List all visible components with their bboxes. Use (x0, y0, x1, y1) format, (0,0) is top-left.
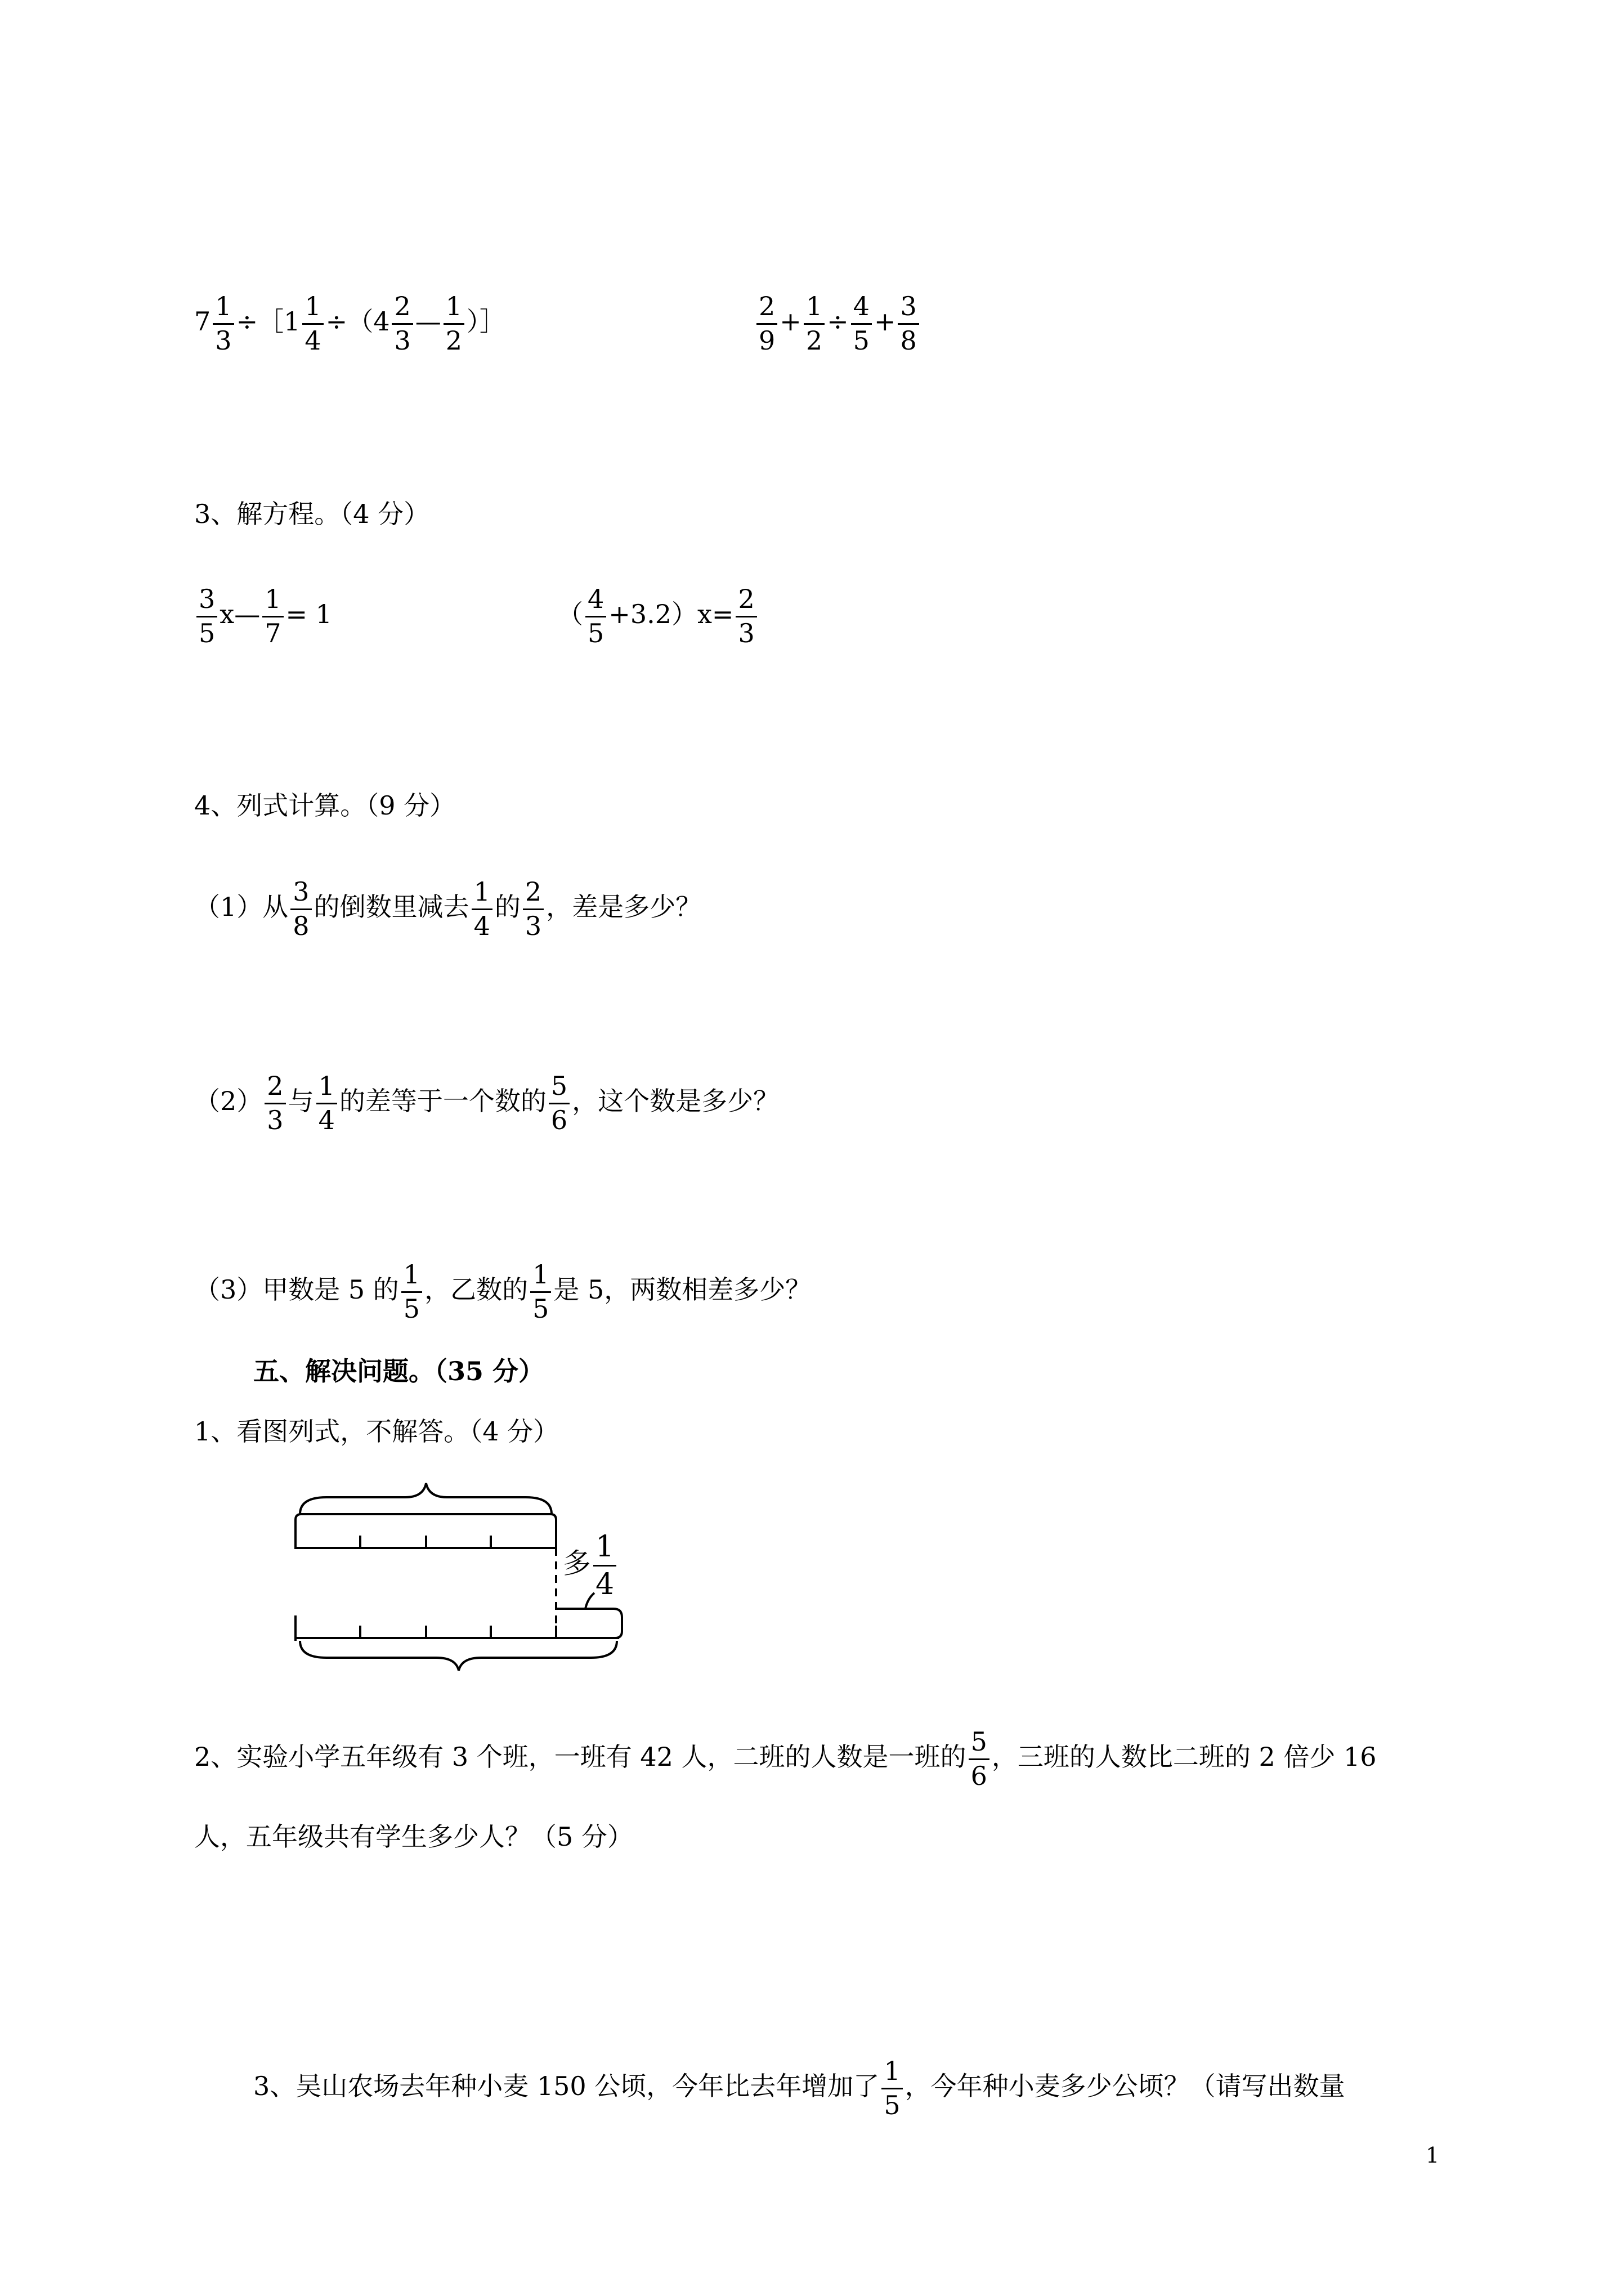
equation-text: （ (557, 599, 583, 630)
problem-text: ，三班的人数比二班的 2 倍少 16 (991, 1742, 1377, 1773)
fraction: $\frac{1}{4}$ (593, 1531, 616, 1600)
fraction: $\frac{2}{3}$ (523, 878, 544, 940)
fraction: $\frac{3}{8}$ (290, 878, 311, 940)
fraction: $\frac{2}{3}$ (392, 293, 413, 355)
question-text: （2） (194, 1086, 263, 1117)
operator-text: ÷（4 (325, 306, 390, 337)
operator-text: ÷［1 (236, 306, 301, 337)
question-text: 的倒数里减去 (314, 892, 469, 923)
section-4-title: 4、列式计算。（9 分） (194, 790, 456, 821)
page-number: 1 (1426, 2143, 1440, 2168)
question-text: 与 (288, 1086, 314, 1117)
label-text: 多 (563, 1547, 591, 1580)
equation-text: = 1 (285, 599, 332, 630)
question-text: （1）从 (194, 892, 289, 923)
fraction: $\frac{2}{9}$ (756, 293, 777, 355)
bottom-bar (295, 1593, 622, 1671)
question-text: ，这个数是多少？ (572, 1086, 780, 1117)
fraction: $\frac{2}{3}$ (265, 1072, 285, 1134)
question-text: ，差是多少？ (546, 892, 702, 923)
equation-text: x— (220, 599, 261, 630)
problem-2-line-2: 人，五年级共有学生多少人？（5 分） (194, 1821, 633, 1852)
fraction: $\frac{5}{6}$ (549, 1072, 570, 1134)
fraction: $\frac{1}{4}$ (302, 293, 323, 355)
question-text: 的差等于一个数的 (339, 1086, 547, 1117)
operator-text: + (780, 306, 801, 337)
diagram-label-more (563, 1531, 619, 1600)
fraction: $\frac{1}{4}$ (472, 878, 492, 940)
problem-2-line-1 (194, 1728, 1377, 1790)
fraction: $\frac{3}{8}$ (898, 293, 919, 355)
operator-text: — (415, 306, 441, 337)
whole-number: 7 (194, 306, 211, 337)
operator-text: ）］ (467, 306, 506, 337)
fraction: $\frac{1}{4}$ (316, 1072, 337, 1134)
fraction: $\frac{1}{5}$ (401, 1261, 422, 1323)
equation-text: +3.2）x= (608, 599, 734, 630)
fraction: $\frac{1}{7}$ (262, 585, 283, 647)
fraction: $\frac{5}{6}$ (969, 1728, 989, 1790)
problem-text: 3、吴山农场去年种小麦 150 公顷，今年比去年增加了 (253, 2071, 880, 2102)
fraction: $\frac{1}{2}$ (444, 293, 464, 355)
fraction: $\frac{3}{5}$ (196, 585, 217, 647)
fraction: $\frac{1}{2}$ (804, 293, 825, 355)
question-text: 的 (494, 892, 521, 923)
fraction: $\frac{1}{5}$ (530, 1261, 551, 1323)
fraction: $\frac{2}{3}$ (736, 585, 756, 647)
question-text: 是 5，两数相差多少？ (553, 1274, 812, 1305)
question-text: （3）甲数是 5 的 (194, 1274, 399, 1305)
fraction: $\frac{1}{3}$ (213, 293, 234, 355)
top-bar (295, 1483, 556, 1548)
fraction: $\frac{1}{5}$ (881, 2057, 902, 2119)
problem-text: 2、实验小学五年级有 3 个班，一班有 42 人，二班的人数是一班的 (194, 1742, 966, 1773)
operator-text: ÷ (827, 306, 849, 337)
section-5-title: 五、解决问题。（35 分） (253, 1356, 545, 1386)
problem-3-line-1 (253, 2057, 1345, 2119)
fraction: $\frac{4}{5}$ (851, 293, 872, 355)
section-3-title: 3、解方程。（4 分） (194, 499, 430, 529)
question-text: ，乙数的 (424, 1274, 529, 1305)
problem-1-text: 1、看图列式，不解答。（4 分） (194, 1416, 559, 1447)
problem-text: ，今年种小麦多少公顷？（请写出数量 (904, 2071, 1345, 2102)
fraction: $\frac{4}{5}$ (585, 585, 606, 647)
operator-text: + (874, 306, 896, 337)
